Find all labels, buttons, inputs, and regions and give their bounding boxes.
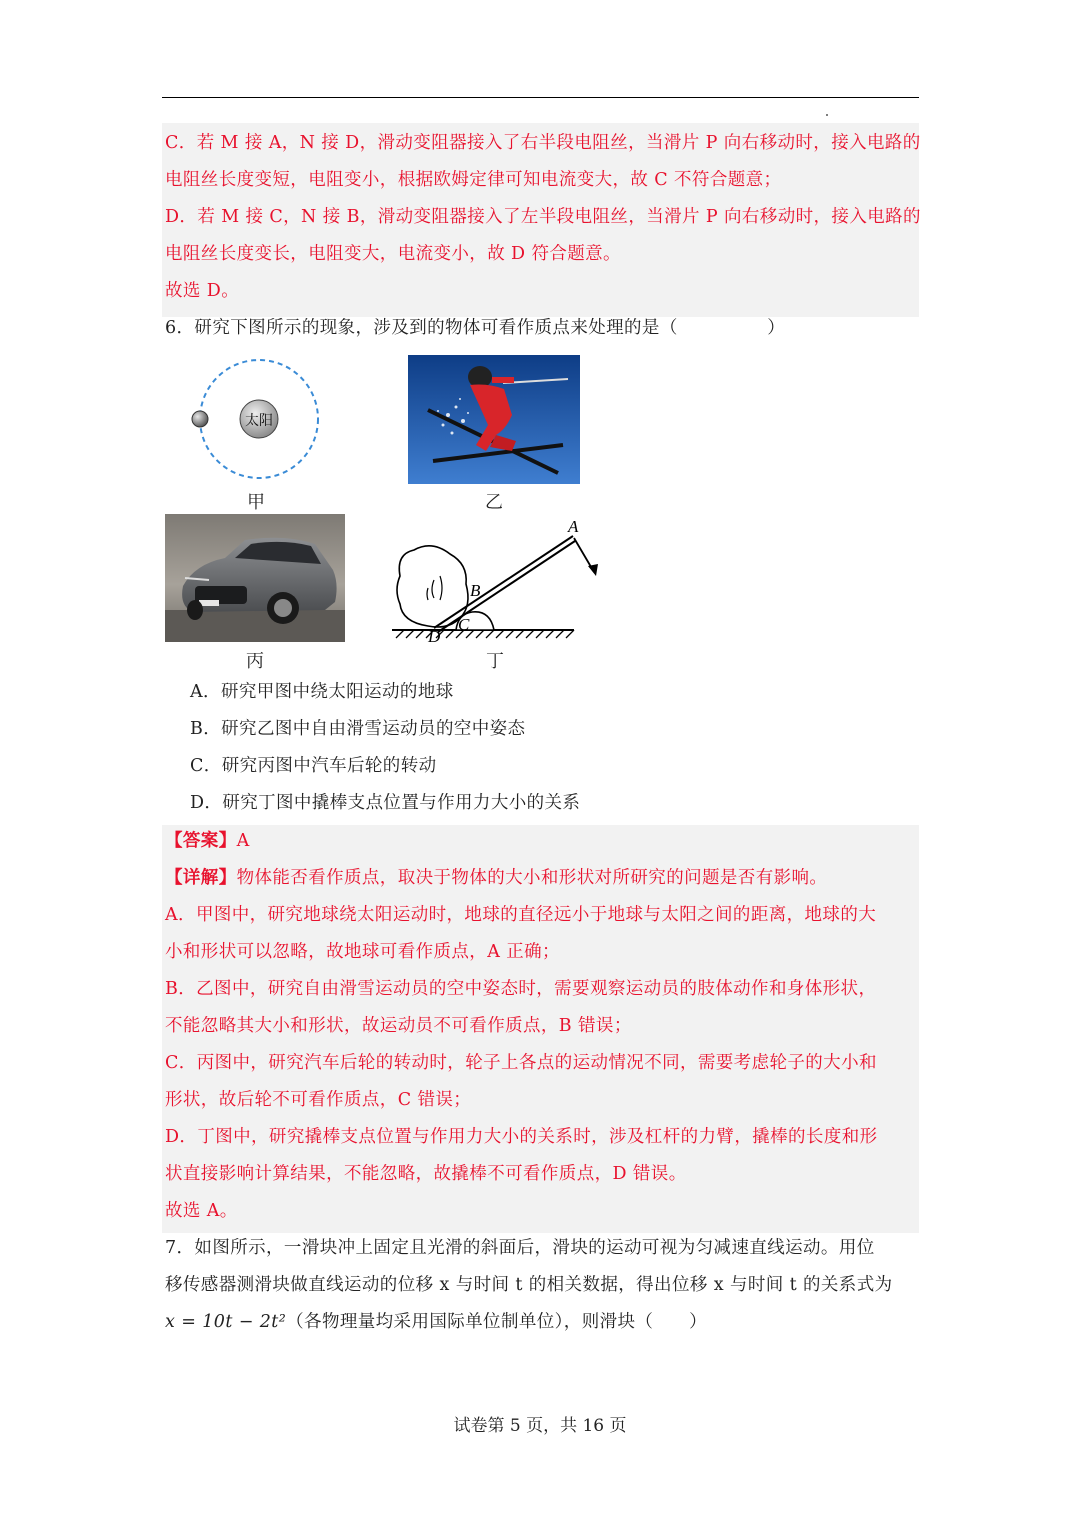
question-7-line1: 7．如图所示，一滑块冲上固定且光滑的斜面后，滑块的运动可视为匀减速直线运动。用位 (165, 1238, 875, 1258)
explanation-choice: 故选 A。 (165, 1201, 238, 1221)
prev-solution-d-line2: 电阻丝长度变长，电阻变大，电流变小，故 D 符合题意。 (165, 244, 621, 264)
explanation-line: B．乙图中，研究自由滑雪运动员的空中姿态时，需要观察运动员的肢体动作和身体形状， (165, 979, 877, 999)
header-dot (826, 114, 828, 116)
point-d-label: D (428, 627, 441, 644)
point-a-label: A (568, 517, 579, 536)
figure-ding-caption: 丁 (486, 651, 504, 672)
explanation-line: A．甲图中，研究地球绕太阳运动时，地球的直径远小于地球与太阳之间的距离，地球的大 (165, 905, 877, 925)
prev-solution-d-line1: D．若 M 接 C，N 接 B，滑动变阻器接入了左半段电阻丝，当滑片 P 向右移动时，接入电路的 (165, 207, 921, 227)
option-a: A．研究甲图中绕太阳运动的地球 (190, 682, 454, 702)
figure-yi-skier-photo (408, 355, 580, 484)
answer-value: A (236, 831, 250, 851)
explanation-line: 形状，故后轮不可看作质点，C 错误； (165, 1090, 472, 1110)
force-arrow-head (588, 564, 598, 576)
figure-jia-caption: 甲 (247, 492, 265, 513)
point-c-label: C (458, 615, 470, 634)
option-d: D．研究丁图中撬棒支点位置与作用力大小的关系 (190, 793, 581, 813)
page-footer: 试卷第 5 页，共 16 页 (453, 1416, 627, 1436)
question-7-line3 (165, 1310, 707, 1334)
prev-solution-choice: 故选 D。 (165, 281, 240, 301)
answer-line (165, 829, 250, 853)
figure-jia-orbit (188, 355, 328, 490)
option-b: B．研究乙图中自由滑雪运动员的空中姿态 (190, 719, 526, 739)
explanation-line: C．丙图中，研究汽车后轮的转动时，轮子上各点的运动情况不同，需要考虑轮子的大小和 (165, 1053, 877, 1073)
point-b-label: B (470, 581, 481, 600)
figure-yi-caption: 乙 (485, 492, 503, 513)
question-6-stem: 6．研究下图所示的现象，涉及到的物体可看作质点来处理的是（ ） (165, 318, 786, 338)
answer-tag: 【答案】 (165, 831, 237, 851)
prev-solution-c-line2: 电阻丝长度变短，电阻变小，根据欧姆定律可知电流变大，故 C 不符合题意； (165, 170, 782, 190)
figure-bing-caption: 丙 (246, 651, 264, 672)
detail-line (165, 866, 827, 890)
figure-ding-lever-diagram (388, 514, 603, 644)
option-c: C．研究丙图中汽车后轮的转动 (190, 756, 437, 776)
question-7-line3-rest: （各物理量均采用国际单位制单位），则滑块（ ） (286, 1312, 707, 1332)
earth-circle (192, 411, 208, 427)
question-7-line2: 移传感器测滑块做直线运动的位移 x 与时间 t 的相关数据，得出位移 x 与时间 t 的关系式为 (165, 1275, 893, 1295)
explanation-line: 状直接影响计算结果，不能忽略，故撬棒不可看作质点，D 错误。 (165, 1164, 687, 1184)
prev-solution-c-line1: C．若 M 接 A，N 接 D，滑动变阻器接入了右半段电阻丝，当滑片 P 向右移动时，接入电路的 (165, 133, 921, 153)
detail-text: 物体能否看作质点，取决于物体的大小和形状对所研究的问题是否有影响。 (236, 868, 828, 888)
explanation-line: D．丁图中，研究撬棒支点位置与作用力大小的关系时，涉及杠杆的力臂，撬棒的长度和形 (165, 1127, 878, 1147)
explanation-line: 小和形状可以忽略，故地球可看作质点，A 正确； (165, 942, 560, 962)
detail-tag: 【详解】 (165, 868, 237, 888)
figure-bing-car-photo (165, 514, 345, 642)
sun-label: 太阳 (245, 413, 273, 429)
question-7-formula: x = 10t − 2t² (165, 1312, 287, 1332)
header-rule (162, 97, 919, 98)
explanation-line: 不能忽略其大小和形状，故运动员不可看作质点，B 错误； (165, 1016, 632, 1036)
ground-hatching (396, 630, 574, 638)
